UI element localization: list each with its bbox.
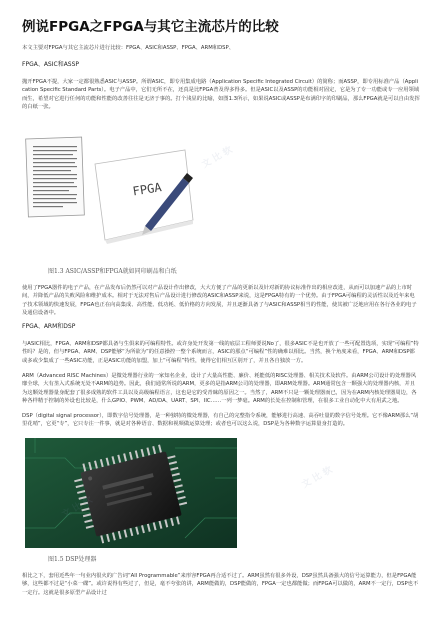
section1-paragraph-2: 使用了FPGA器件的电子产品，在产品发布后仍然可以对产品设计作出修改，大大方便了产品的更新以及针对新的协议标准作出的相应改进，从而可以加速产品的上市时间，并降低产品的失败风险和维护成本。相对于无法对售后产品设计进行修改的ASIC和ASSP来说，这是FPGA特有的一个优势。由于FPGA可编程的灵活性以及近年来电子技术领域的快速发展，FPGA也正在向高集成、高性能、低功耗、低价格的方向发展，并且逐渐具备了与ASIC和ASSP相当的性能，使其被广泛地应用在各行各业的电子及通信设备中。 — [22, 285, 417, 317]
section2-paragraph-3: DSP（digital signal processor），即数字信号处理器，是一种独特的微处理器，有自己的完整指令系统，能够进行高速、高吞吐量的数字信号处理。它不像ARM那么“胡里花哨”，它更“专”，它只专注一件事，就是对各种语音、数据和视频做运算处理；或者也可以这么说，DSP是为各种数字运算量身打造的。 — [22, 413, 419, 428]
figure2-caption: 图1.5 DSP处理器 — [48, 556, 97, 563]
figure-print-vs-blank — [25, 134, 197, 262]
fig1-fpga-label: FPGA — [131, 180, 163, 199]
section-heading-fpga-arm-dsp: FPGA、ARM和DSP — [22, 323, 76, 330]
watermark: 文 比 软 — [200, 145, 235, 171]
section2-paragraph-4: 相比之下，套用近些年一句业内很火的广告词“All Programmable”来形容FPGA再合适不过了。ARM虽然有很多外设，DSP虽然具备强大的信号运算能力，但是FPGA能够，这些都不过是“小菜一碟”。或许说得有些过了，但是，毫不夸张的讲，ARM能做的，DSP能做的，FPGA一定也都能做；而FPGA可以做的，ARM不一定行，DSP也不一定行。这就是很多原型产品设计过 — [22, 573, 419, 596]
figure1-caption: 图1.3 ASIC/ASSP和FPGA就如同印刷品和白纸 — [48, 268, 177, 275]
figure-dsp-chip — [25, 438, 237, 548]
section2-paragraph-2: ARM（Advanced RISC Machines）是微处理器行业的一家知名企业，设计了大量高性能、廉价、耗能低的RISC处理器、相关技术及软件。由ARM公司设计的处理器风靡全球，大有垄入式系统无处不ARM的趋势。因此，我们通常所说的ARM，更多的是指ARM公司的处理器，即ARM处理器。ARM通常包含一颗强大的处理器内核，并且为这颗处理器量身配套了很多成熟的软件工具以及高级编程语言，这也是它的受青睐的原因之一。当然了，ARM不只是一颗处理器而已，因为在ARM内核处理器周边，各种各样精于控制的外设也比较是，什么GPIO、PWM、AD/DA、UART、SPI、IIC……一列一梦毫。ARM的长处在控制和管理，在很多工业自动化中大有用武之地。 — [22, 373, 417, 405]
printed-page-illustration — [26, 137, 85, 217]
section-heading-fpga-asic-assp: FPGA、ASIC和ASSP — [22, 61, 80, 68]
watermark: 文 比 软 — [300, 465, 335, 491]
page-title: 例说FPGA之FPGA与其它主流芯片的比较 — [22, 19, 279, 35]
intro-paragraph: 本文主要对FPGA与其它主流芯片进行比较：FPGA、ASIC和ASSP、FPGA、ARM和DSP、 — [22, 45, 235, 51]
section1-paragraph: 抛开FPGA不提，大家一定都很熟悉ASIC与ASSP。所谓ASIC，即专用集成电路（Application Specific Integrated Circuit）的简称；而ASSP，即专用标准产品（Application Specific Standard Parts）。电子产品中，它们无所不在，还真是比FPGA普及得多得多。但是ASIC以及ASSP的功能相对固定，它是为了专一功能或专一应用领域而生，希望对它进行任何的功能和性能的改善往往是无济于事的。打个浅显的比喻，如图1.3所示，如果说ASIC或ASSP是布满印字的印刷品，那么FPGA就是可以自由发挥的白纸一张。 — [22, 79, 420, 111]
section2-paragraph: 与ASIC相比，FPGA、ARM和DSP都具备与生俱来的可编程特性。或许身处开发第一线的底层工程师要说No了，很多ASIC不是也开放了一些可配置选项，实现“可编程”特性吗？是的，但与FPGA、ARM、DSP能够“为所欲为”的任意操控一整个系统而言，ASIC的那点“可编程”性的确难以相比。当然，换个角度来看，FPGA、ARM和DSP都或多或少集成了一些ASIC功能，正是ASIC功能的加盟，加上“可编程”特性，使得它们相互区别开了，并且各自独放一方。 — [22, 341, 419, 364]
